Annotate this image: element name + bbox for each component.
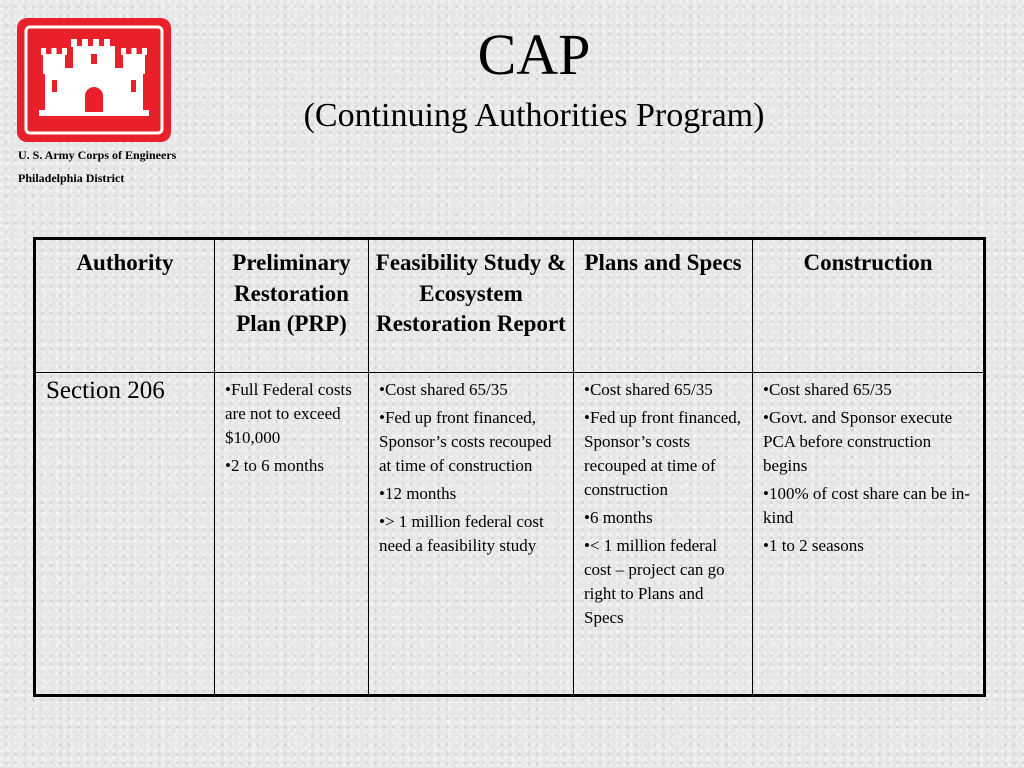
bullet-item: •12 months — [379, 484, 457, 503]
bullet-item: •> 1 million federal cost need a feasibility study — [379, 512, 544, 555]
column-header-feasibility: Feasibility Study & Ecosystem Restoration Report — [369, 239, 574, 373]
table-header-row — [35, 239, 985, 373]
construction-cell — [753, 373, 985, 696]
column-header-plans: Plans and Specs — [574, 239, 753, 373]
bullet-item: •1 to 2 seasons — [763, 536, 864, 555]
column-header-prp: Preliminary Restoration Plan (PRP) — [215, 239, 369, 373]
bullet-item: •2 to 6 months — [225, 456, 324, 475]
bullet-item: •Cost shared 65/35 — [763, 380, 892, 399]
table-row — [35, 373, 985, 696]
bullet-item: •Cost shared 65/35 — [379, 380, 508, 399]
district-name: Philadelphia District — [18, 171, 125, 185]
bullet-item: •Govt. and Sponsor execute PCA before construction begins — [763, 408, 953, 475]
bullet-item: •6 months — [584, 508, 653, 527]
column-header-authority: Authority — [35, 239, 215, 373]
bullet-item: •Full Federal costs are not to exceed $10,000 — [225, 380, 352, 447]
bullet-item: •100% of cost share can be in-kind — [763, 484, 971, 527]
bullet-item: •< 1 million federal cost – project can go right to Plans and Specs — [584, 536, 725, 627]
cap-table — [33, 237, 986, 697]
page-subtitle: (Continuing Authorities Program) — [303, 97, 765, 134]
authority-cell: Section 206 — [35, 373, 215, 696]
feasibility-cell — [369, 373, 574, 696]
plans-cell — [574, 373, 753, 696]
prp-cell — [215, 373, 369, 696]
column-header-construction: Construction — [753, 239, 985, 373]
bullet-item: •Fed up front financed, Sponsor’s costs recouped at time of construction — [379, 408, 552, 475]
bullet-item: •Cost shared 65/35 — [584, 380, 713, 399]
org-name: U. S. Army Corps of Engineers — [18, 148, 177, 162]
page-title: CAP — [477, 22, 591, 87]
bullet-item: •Fed up front financed, Sponsor’s costs recouped at time of construction — [584, 408, 742, 499]
